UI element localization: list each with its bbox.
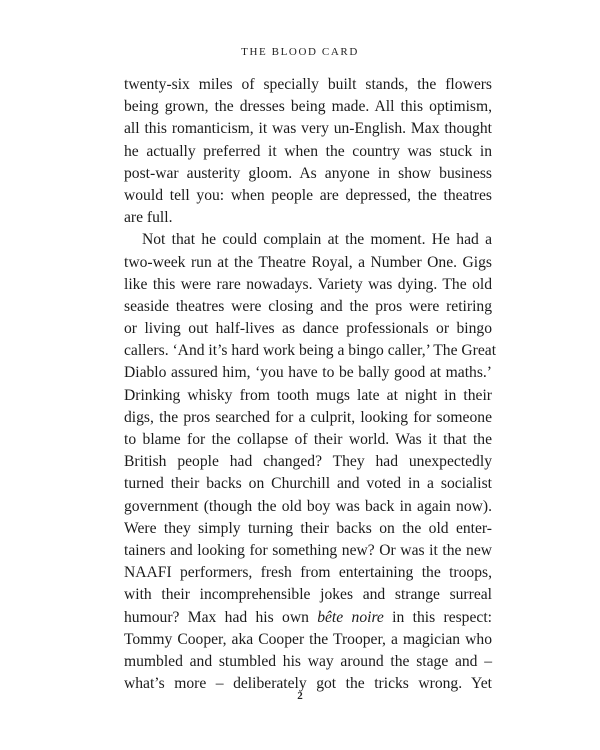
text-line: twenty-six miles of specially built stands, the flowers bbox=[124, 76, 492, 93]
text-line: what’s more – deliberately got the tricks wrong. Yet bbox=[124, 675, 492, 693]
body-text bbox=[124, 74, 497, 695]
text-line: to blame for the collapse of their world. Was it that the bbox=[124, 431, 492, 448]
text-line: are full. bbox=[124, 209, 173, 227]
text-line: post-war austerity gloom. As anyone in show business bbox=[124, 164, 492, 182]
text-line: Diablo assured him, ‘you have to be bally good at maths.’ bbox=[124, 364, 492, 382]
italic-phrase: bête noire bbox=[317, 608, 384, 626]
text-line: two-week run at the Theatre Royal, a Number One. Gigs bbox=[124, 253, 492, 271]
text-line: government (though the old boy was back in again now). bbox=[124, 497, 492, 515]
running-head: THE BLOOD CARD bbox=[241, 46, 359, 58]
text-line-segment: in this respect: bbox=[383, 608, 492, 626]
text-line: mumbled and stumbled his way around the stage and – bbox=[124, 652, 492, 670]
text-line: like this were rare nowadays. Variety was dying. The old bbox=[124, 275, 492, 293]
text-line: tainers and looking for something new? Or was it the new bbox=[124, 541, 492, 559]
text-line: British people had changed? They had unexpectedly bbox=[124, 453, 492, 471]
text-line: callers. ‘And it’s hard work being a bingo caller,’ The Great bbox=[124, 342, 497, 360]
text-line: Were they simply turning their backs on the old enter- bbox=[124, 519, 492, 537]
text-line: he actually preferred it when the country was stuck in bbox=[124, 142, 492, 160]
text-line: would tell you: when people are depressed, the theatres bbox=[124, 186, 492, 204]
page-number: 2 bbox=[297, 690, 303, 702]
text-line: all this romanticism, it was very un-English. Max thought bbox=[124, 120, 492, 138]
text-line: turned their backs on Churchill and voted in a socialist bbox=[124, 475, 492, 493]
text-line-with-italic bbox=[124, 607, 492, 629]
text-line: seaside theatres were closing and the pros were retiring bbox=[124, 297, 492, 315]
text-line: or living out half-lives as dance professionals or bingo bbox=[124, 320, 492, 338]
text-line-segment: humour? Max had his own bbox=[124, 608, 318, 626]
text-line: Tommy Cooper, aka Cooper the Trooper, a magician who bbox=[124, 630, 492, 648]
text-line: Drinking whisky from tooth mugs late at night in their bbox=[124, 386, 492, 404]
text-line: NAAFI performers, fresh from entertaining the troops, bbox=[124, 564, 492, 582]
text-line: being grown, the dresses being made. All this optimism, bbox=[124, 98, 492, 116]
text-line: digs, the pros searched for a culprit, looking for someone bbox=[124, 408, 492, 426]
text-line: Not that he could complain at the moment. He had a bbox=[142, 231, 492, 249]
text-line: with their incomprehensible jokes and strange surreal bbox=[124, 586, 492, 604]
